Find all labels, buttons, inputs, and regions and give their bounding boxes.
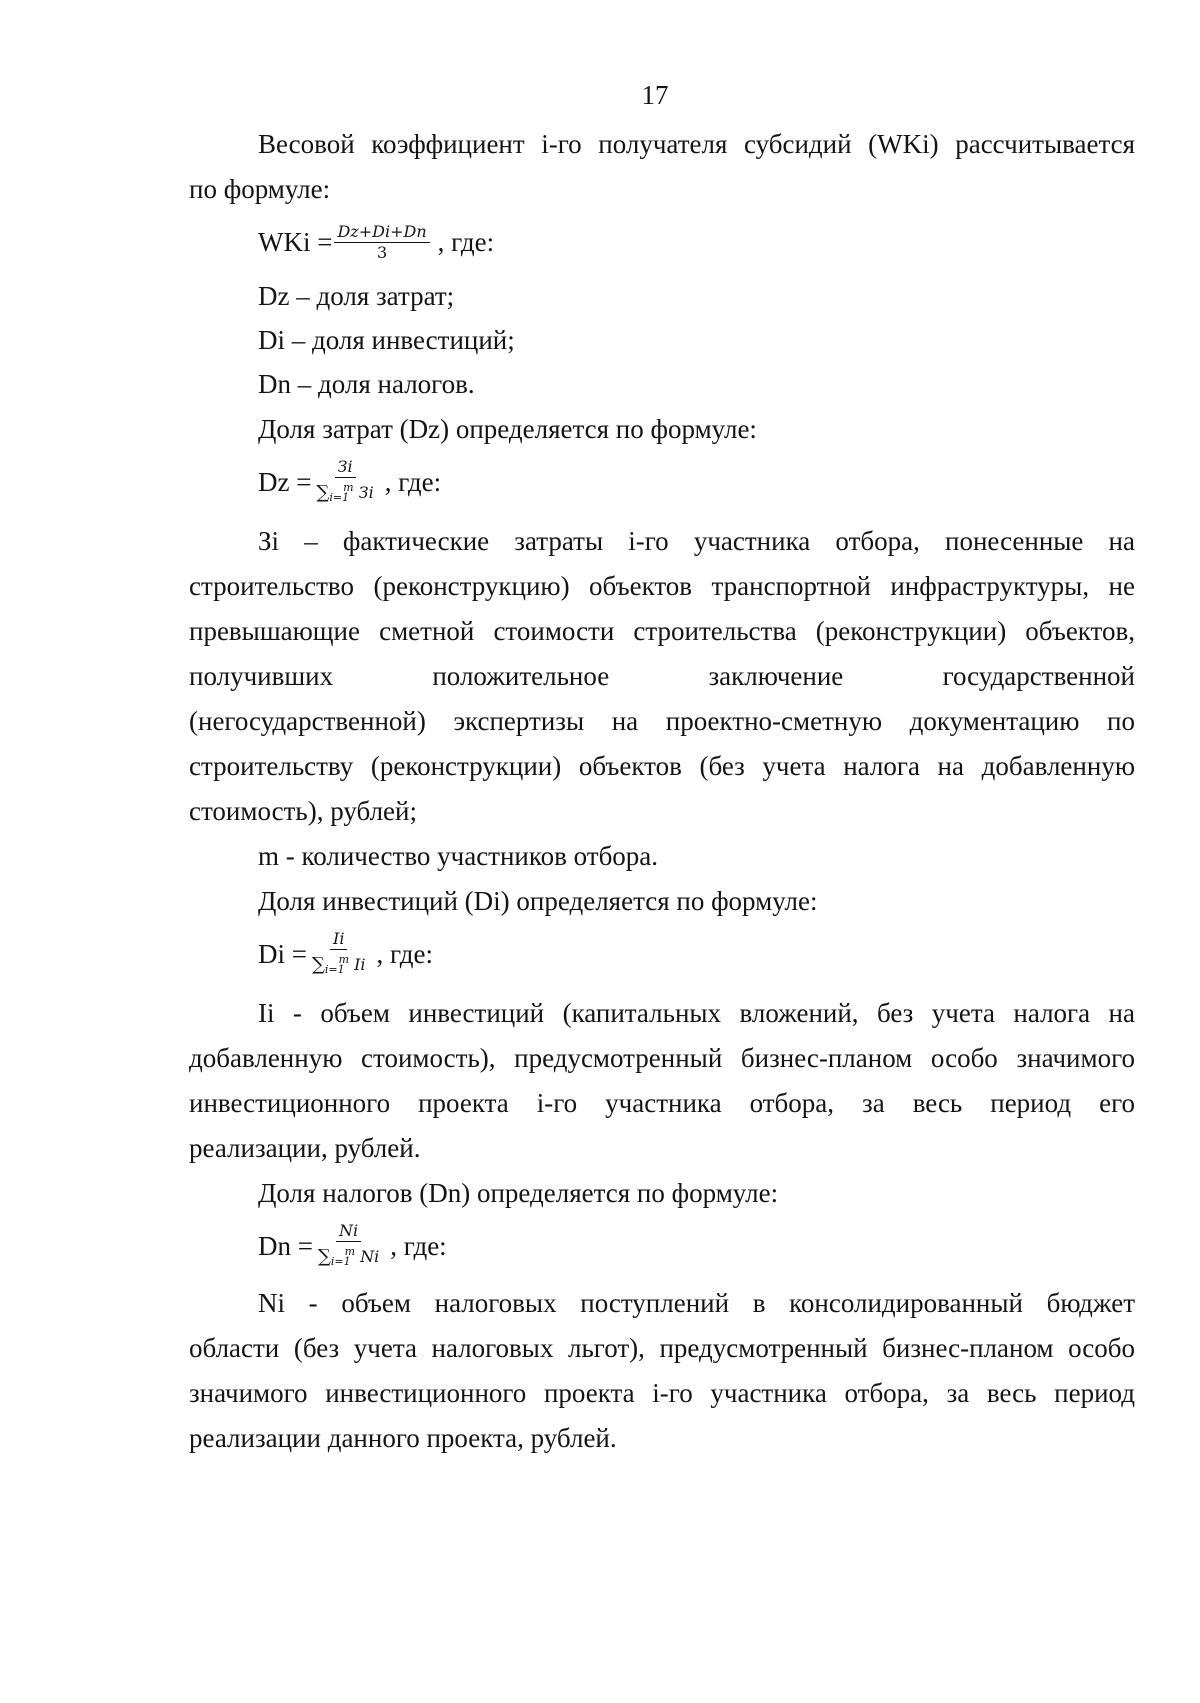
paragraph-line: строительству (реконструкции) объектов (без учета налога на добавленную	[189, 751, 1135, 781]
sum-operand: Ii	[354, 954, 366, 974]
fraction-numerator: Зi	[335, 457, 356, 478]
paragraph-line: инвестиционного проекта i-го участника отбора, за весь период его	[189, 1088, 1135, 1118]
paragraph-line: Ii - объем инвестиций (капитальных вложений, без учета налога на	[258, 998, 1135, 1028]
formula-where: , где:	[384, 466, 442, 497]
formula-where: , где:	[437, 226, 495, 257]
sum-symbol: ∑	[316, 481, 330, 503]
fraction	[309, 929, 369, 980]
paragraph-line: реализации, рублей.	[189, 1133, 421, 1163]
formula-di	[258, 924, 433, 984]
formula-wki	[258, 212, 494, 272]
paragraph-line: Весовой коэффициент i-го получателя субсидий (WKi) рассчитывается	[258, 129, 1135, 159]
sum-lower-limit: i=1	[324, 962, 345, 976]
formula-lhs: WKi =	[258, 226, 333, 257]
paragraph-line: значимого инвестиционного проекта i-го участника отбора, за весь период	[189, 1378, 1135, 1408]
fraction-numerator: Ni	[336, 1221, 361, 1242]
paragraph-line: строительство (реконструкцию) объектов транспортной инфраструктуры, не	[189, 571, 1135, 601]
formula-lhs: Dn =	[258, 1230, 313, 1261]
page-number: 17	[641, 80, 669, 110]
sum-operand: Зi	[358, 482, 374, 502]
sum-upper-limit: m	[344, 1244, 356, 1258]
formula-dz	[258, 452, 441, 512]
definition-line: Dn – доля налогов.	[258, 369, 475, 399]
paragraph-line: области (без учета налоговых льгот), предусмотренный бизнес-планом особо	[189, 1333, 1135, 1363]
sum-upper-limit: m	[343, 480, 354, 494]
fraction-denominator	[315, 1242, 382, 1272]
fraction	[334, 222, 429, 263]
paragraph-line: по формуле:	[189, 174, 331, 204]
paragraph-line: реализации данного проекта, рублей.	[189, 1423, 617, 1453]
fraction-denominator	[313, 478, 376, 508]
paragraph-line: превышающие сметной стоимости строительства (реконструкции) объектов,	[189, 616, 1135, 646]
definition-line: Di – доля инвестиций;	[258, 325, 515, 355]
sum-lower-limit: i=1	[329, 490, 350, 504]
fraction-denominator	[309, 950, 369, 980]
formula-lhs: Dz =	[258, 466, 312, 497]
section-intro: Доля инвестиций (Di) определяется по формуле:	[258, 886, 818, 916]
sum-upper-limit: m	[338, 952, 350, 966]
definition-line: Dz – доля затрат;	[258, 281, 455, 311]
fraction-numerator: Ii	[330, 929, 347, 950]
fraction	[315, 1221, 382, 1272]
section-intro: Доля затрат (Dz) определяется по формуле:	[258, 414, 757, 444]
paragraph-line: добавленную стоимость), предусмотренный бизнес-планом особо значимого	[189, 1043, 1135, 1073]
sum-lower-limit: i=1	[330, 1254, 351, 1268]
paragraph-line: Ni - объем налоговых поступлений в консолидированный бюджет	[258, 1288, 1135, 1318]
section-intro: Доля налогов (Dn) определяется по формуле:	[258, 1178, 779, 1208]
definition-line: m - количество участников отбора.	[258, 841, 659, 871]
paragraph-line: (негосударственной) экспертизы на проектно-сметную документацию по	[189, 706, 1135, 736]
sum-symbol: ∑	[311, 953, 325, 975]
fraction	[313, 457, 376, 508]
fraction-numerator: Dz+Di+Dn	[334, 222, 429, 243]
formula-dn	[258, 1216, 447, 1276]
sum-operand: Ni	[360, 1246, 380, 1266]
sum-symbol: ∑	[317, 1245, 331, 1267]
paragraph-line: получивших положительное заключение государственной	[189, 661, 1135, 691]
formula-where: , где:	[390, 1230, 447, 1261]
fraction-denominator: 3	[376, 242, 388, 262]
formula-where: , где:	[376, 938, 433, 969]
paragraph-line: Зi – фактические затраты i-го участника отбора, понесенные на	[258, 526, 1135, 556]
formula-lhs: Di =	[258, 938, 307, 969]
paragraph-line: стоимость), рублей;	[189, 796, 417, 826]
